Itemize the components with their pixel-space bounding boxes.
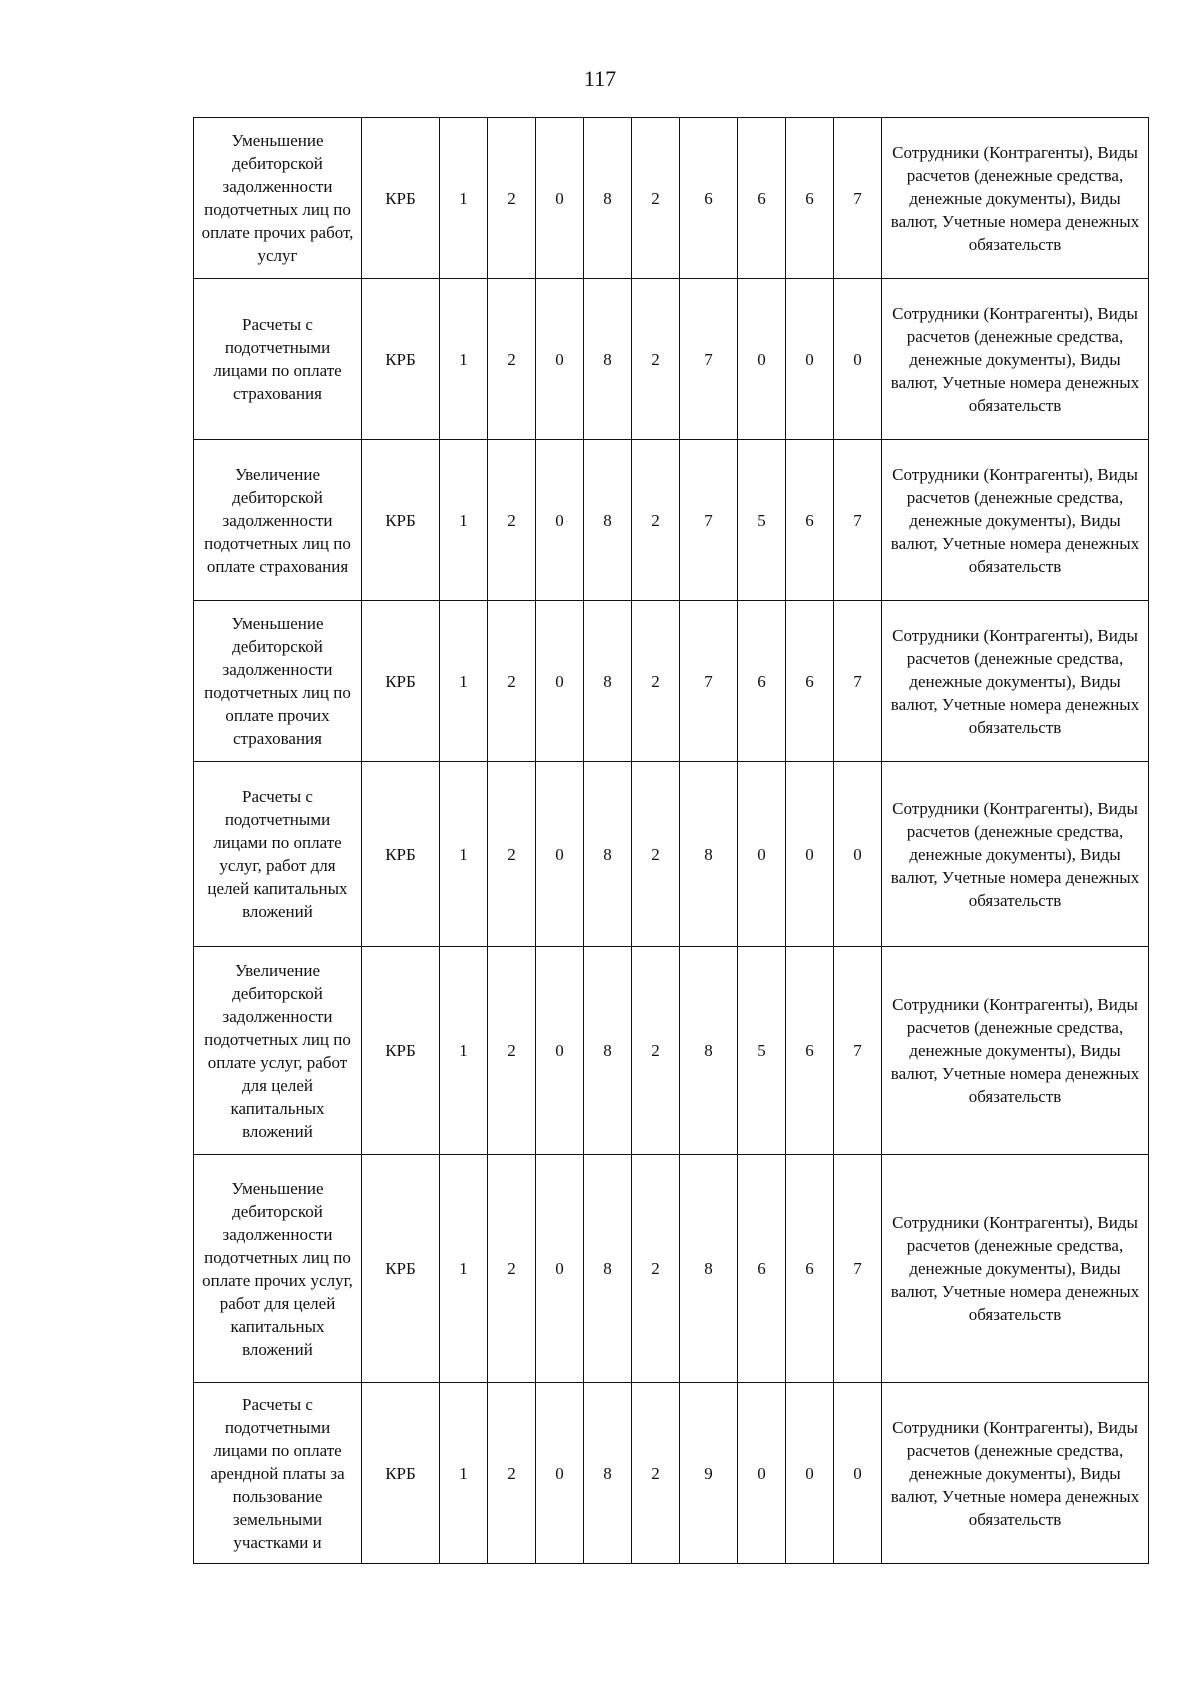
account-digit: 8 <box>584 279 632 440</box>
account-digit: 0 <box>536 279 584 440</box>
account-digit: 2 <box>632 279 680 440</box>
account-digit: 7 <box>680 601 738 762</box>
account-digit: 2 <box>632 601 680 762</box>
account-digit: 2 <box>488 947 536 1155</box>
table-row <box>194 1155 1149 1383</box>
account-digit: 7 <box>834 1155 882 1383</box>
account-digit: 6 <box>738 118 786 279</box>
account-digit: 6 <box>786 440 834 601</box>
account-digit: 1 <box>440 762 488 947</box>
account-digit: 0 <box>738 762 786 947</box>
account-name: Расчеты с подотчетными лицами по оплате страхования <box>194 279 362 440</box>
account-code-prefix: КРБ <box>362 279 440 440</box>
account-digit: 2 <box>632 1155 680 1383</box>
account-digit: 1 <box>440 947 488 1155</box>
account-digit: 7 <box>680 279 738 440</box>
account-digit: 6 <box>786 601 834 762</box>
table-row <box>194 947 1149 1155</box>
account-digit: 7 <box>834 601 882 762</box>
analytics-description: Сотрудники (Контрагенты), Виды расчетов (денежные средства, денежные документы), Виды валют, Учетные номера денежных обязательств <box>882 601 1149 762</box>
account-digit: 6 <box>738 1155 786 1383</box>
account-name: Увеличение дебиторской задолженности подотчетных лиц по оплате услуг, работ для целей капитальных вложений <box>194 947 362 1155</box>
account-digit: 2 <box>632 1383 680 1564</box>
account-digit: 7 <box>834 118 882 279</box>
account-digit: 0 <box>536 762 584 947</box>
account-digit: 6 <box>786 1155 834 1383</box>
account-digit: 0 <box>536 440 584 601</box>
table-row <box>194 279 1149 440</box>
account-digit: 2 <box>488 440 536 601</box>
table-row <box>194 762 1149 947</box>
account-digit: 8 <box>680 1155 738 1383</box>
account-digit: 1 <box>440 279 488 440</box>
account-digit: 8 <box>584 601 632 762</box>
account-digit: 6 <box>738 601 786 762</box>
account-digit: 2 <box>632 440 680 601</box>
accounts-table <box>193 117 1149 1564</box>
account-digit: 2 <box>632 118 680 279</box>
account-digit: 6 <box>786 118 834 279</box>
account-digit: 2 <box>488 118 536 279</box>
table-row <box>194 118 1149 279</box>
account-digit: 9 <box>680 1383 738 1564</box>
account-name: Расчеты с подотчетными лицами по оплате арендной платы за пользование земельными участками и <box>194 1383 362 1564</box>
account-digit: 0 <box>786 762 834 947</box>
account-digit: 0 <box>738 1383 786 1564</box>
account-code-prefix: КРБ <box>362 1383 440 1564</box>
analytics-description: Сотрудники (Контрагенты), Виды расчетов (денежные средства, денежные документы), Виды валют, Учетные номера денежных обязательств <box>882 1383 1149 1564</box>
analytics-description: Сотрудники (Контрагенты), Виды расчетов (денежные средства, денежные документы), Виды валют, Учетные номера денежных обязательств <box>882 762 1149 947</box>
account-digit: 2 <box>488 1155 536 1383</box>
account-name: Уменьшение дебиторской задолженности подотчетных лиц по оплате прочих услуг, работ для целей капитальных вложений <box>194 1155 362 1383</box>
account-digit: 2 <box>632 947 680 1155</box>
page-number: 117 <box>583 66 617 91</box>
account-digit: 1 <box>440 440 488 601</box>
account-code-prefix: КРБ <box>362 1155 440 1383</box>
account-digit: 0 <box>786 279 834 440</box>
account-digit: 0 <box>536 947 584 1155</box>
account-digit: 7 <box>834 947 882 1155</box>
account-digit: 8 <box>680 762 738 947</box>
account-digit: 5 <box>738 440 786 601</box>
table-row <box>194 1383 1149 1564</box>
account-name: Расчеты с подотчетными лицами по оплате услуг, работ для целей капитальных вложений <box>194 762 362 947</box>
account-digit: 7 <box>680 440 738 601</box>
account-digit: 8 <box>584 947 632 1155</box>
account-digit: 8 <box>584 118 632 279</box>
account-digit: 1 <box>440 601 488 762</box>
account-digit: 2 <box>488 279 536 440</box>
account-code-prefix: КРБ <box>362 118 440 279</box>
account-digit: 0 <box>536 601 584 762</box>
account-digit: 0 <box>834 1383 882 1564</box>
analytics-description: Сотрудники (Контрагенты), Виды расчетов (денежные средства, денежные документы), Виды валют, Учетные номера денежных обязательств <box>882 118 1149 279</box>
account-digit: 7 <box>834 440 882 601</box>
account-code-prefix: КРБ <box>362 601 440 762</box>
account-digit: 2 <box>488 1383 536 1564</box>
account-digit: 0 <box>536 1383 584 1564</box>
account-code-prefix: КРБ <box>362 440 440 601</box>
table-row <box>194 440 1149 601</box>
analytics-description: Сотрудники (Контрагенты), Виды расчетов (денежные средства, денежные документы), Виды валют, Учетные номера денежных обязательств <box>882 440 1149 601</box>
account-digit: 2 <box>632 762 680 947</box>
account-digit: 2 <box>488 762 536 947</box>
account-name: Увеличение дебиторской задолженности подотчетных лиц по оплате страхования <box>194 440 362 601</box>
analytics-description: Сотрудники (Контрагенты), Виды расчетов (денежные средства, денежные документы), Виды валют, Учетные номера денежных обязательств <box>882 1155 1149 1383</box>
analytics-description: Сотрудники (Контрагенты), Виды расчетов (денежные средства, денежные документы), Виды валют, Учетные номера денежных обязательств <box>882 947 1149 1155</box>
account-name: Уменьшение дебиторской задолженности подотчетных лиц по оплате прочих работ, услуг <box>194 118 362 279</box>
account-digit: 0 <box>536 118 584 279</box>
account-digit: 1 <box>440 1155 488 1383</box>
account-code-prefix: КРБ <box>362 762 440 947</box>
analytics-description: Сотрудники (Контрагенты), Виды расчетов (денежные средства, денежные документы), Виды валют, Учетные номера денежных обязательств <box>882 279 1149 440</box>
account-digit: 8 <box>584 440 632 601</box>
account-digit: 8 <box>680 947 738 1155</box>
account-digit: 6 <box>786 947 834 1155</box>
account-digit: 6 <box>680 118 738 279</box>
account-digit: 1 <box>440 118 488 279</box>
account-name: Уменьшение дебиторской задолженности подотчетных лиц по оплате прочих страхования <box>194 601 362 762</box>
account-digit: 0 <box>738 279 786 440</box>
account-digit: 0 <box>786 1383 834 1564</box>
account-digit: 0 <box>834 762 882 947</box>
account-digit: 1 <box>440 1383 488 1564</box>
account-digit: 0 <box>834 279 882 440</box>
account-digit: 0 <box>536 1155 584 1383</box>
account-code-prefix: КРБ <box>362 947 440 1155</box>
account-digit: 8 <box>584 1383 632 1564</box>
table-row <box>194 601 1149 762</box>
account-digit: 5 <box>738 947 786 1155</box>
account-digit: 2 <box>488 601 536 762</box>
account-digit: 8 <box>584 1155 632 1383</box>
account-digit: 8 <box>584 762 632 947</box>
